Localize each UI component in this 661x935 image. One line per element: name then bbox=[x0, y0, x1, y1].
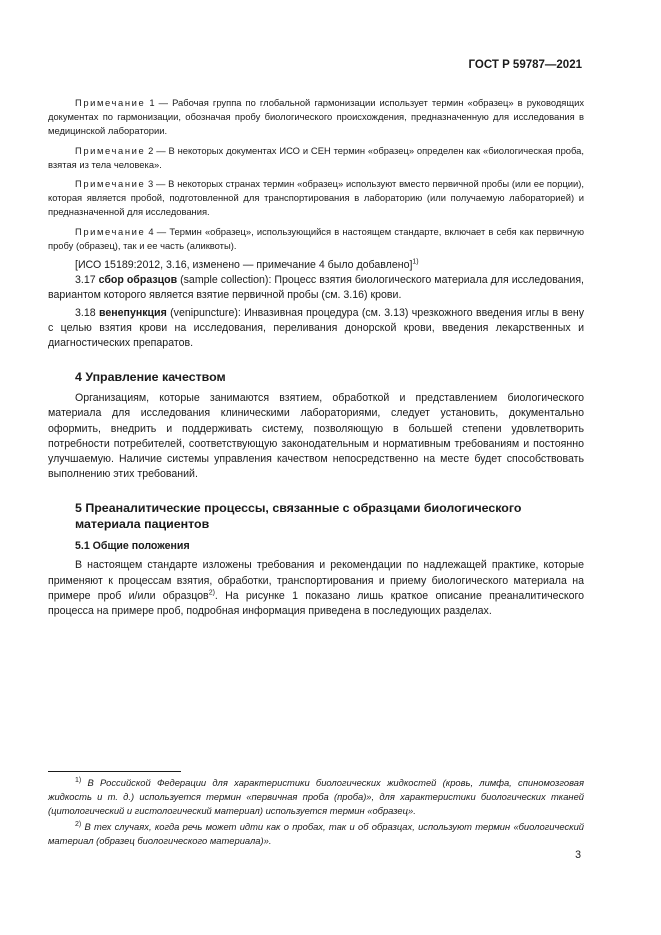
note-1 bbox=[48, 96, 584, 139]
note-text: — В некоторых странах термин «образец» используют вместо первичной пробы (или ее порции), которая является пробой, подготовленной для транспортирования в лабораторию (или получаемую лабораторией) и предназначенной для исследования. bbox=[48, 178, 584, 218]
term-number: 3.18 bbox=[75, 306, 99, 319]
section-5-heading: 5 Преаналитические процессы, связанные с образцами биологического материала пациентов bbox=[75, 501, 522, 532]
source-reference-text: [ИСО 15189:2012, 3.16, изменено — примечание 4 было добавлено] bbox=[75, 259, 413, 272]
footnote-1 bbox=[48, 776, 584, 818]
note-number: 3 bbox=[148, 178, 154, 190]
note-label: Примечание bbox=[75, 144, 146, 156]
section-4-paragraph: Организациям, которые занимаются взятием, обработкой и представлением биологического материала для исследования клиническими лабораториями, следует установить, документально оформить, внедрить и поддерживать систему, позволяющую в большей степени удовлетворить потребности потребителей, соответствующую законодательным и нормативным требованиям и постоянно улучшаемую. Наличие системы управления качеством непосредственно на месте будет способствовать выполнению этих требований. bbox=[48, 392, 584, 481]
note-text: — Термин «образец», использующийся в настоящем стандарте, включает в себя как первичную пробу (образец), так и ее часть (аликвоты). bbox=[48, 225, 584, 251]
footnote-mark: 2) bbox=[75, 820, 82, 828]
note-number: 2 bbox=[148, 144, 154, 156]
section-5-1-heading: 5.1 Общие положения bbox=[75, 540, 190, 553]
note-text: — Рабочая группа по глобальной гармонизации использует термин «образец» в руководящих документах по гармонизации, обозначая пробу биологического происхождения, предназначенную для исследования в медицинской лаборатории. bbox=[48, 97, 585, 137]
note-4 bbox=[48, 225, 584, 253]
footnotes bbox=[48, 771, 584, 850]
note-text: — В некоторых документах ИСО и СЕН термин «образец» определен как «биологическая проба, взятая из тела человека». bbox=[48, 144, 584, 170]
note-number: 4 bbox=[148, 225, 154, 237]
term-name: венепункция bbox=[99, 306, 167, 319]
term-3-18 bbox=[48, 306, 584, 352]
term-3-17 bbox=[48, 273, 584, 303]
note-3 bbox=[48, 177, 584, 220]
footnote-ref-1: 1) bbox=[412, 258, 419, 266]
footnote-text: В тех случаях, когда речь может идти как о пробах, так и об образцах, используют термин «биологический материал (образец биологического материала)». bbox=[48, 821, 584, 846]
note-label: Примечание bbox=[75, 97, 146, 108]
note-2 bbox=[48, 144, 584, 172]
term-name: сбор образцов bbox=[98, 274, 178, 287]
footnote-ref-2: 2) bbox=[208, 589, 215, 597]
footnote-mark: 1) bbox=[75, 776, 82, 784]
paragraph-text: . На рисунке 1 показано лишь краткое описание преаналитического процесса на примере проб, подробная информация приведена в последующих разделах. bbox=[48, 589, 584, 618]
footnote-text: В Российской Федерации для характеристики биологических жидкостей (кровь, лимфа, спиномозговая жидкость и т. д.) используется термин «первичная проба (проба)», для характеристики биологических тканей (цитологический и гистологический материал) используется термин «образец». bbox=[48, 777, 584, 816]
section-4-heading: 4 Управление качеством bbox=[75, 370, 226, 385]
footnote-2 bbox=[48, 820, 584, 848]
term-definition: (venipuncture): Инвазивная процедура (см. 3.13) чрезкожного введения иглы в вену с целью взятия крови на исследования, переливания донорской крови, введения лекарственных и диагностических препаратов. bbox=[48, 306, 584, 350]
note-label: Примечание bbox=[75, 178, 146, 190]
term-number: 3.17 bbox=[75, 274, 99, 287]
footnote-separator bbox=[48, 771, 181, 772]
page-number: 3 bbox=[575, 849, 581, 861]
section-5-1-paragraph bbox=[48, 558, 584, 619]
note-label: Примечание bbox=[75, 225, 146, 237]
term-definition: (sample collection): Процесс взятия биологического материала для исследования, вариантом которого является взятие первичной пробы (см. 3.16) крови. bbox=[48, 274, 584, 302]
source-reference bbox=[48, 258, 584, 273]
document-id-header: ГОСТ Р 59787—2021 bbox=[468, 59, 582, 71]
page-content bbox=[48, 96, 584, 619]
paragraph-text: В настоящем стандарте изложены требования и рекомендации по надлежащей практике, которые применяют к процессам взятия, обработки, транспортирования и приему биологического материала на примере проб и/или образцов bbox=[48, 559, 584, 602]
note-number: 1 bbox=[149, 97, 155, 108]
